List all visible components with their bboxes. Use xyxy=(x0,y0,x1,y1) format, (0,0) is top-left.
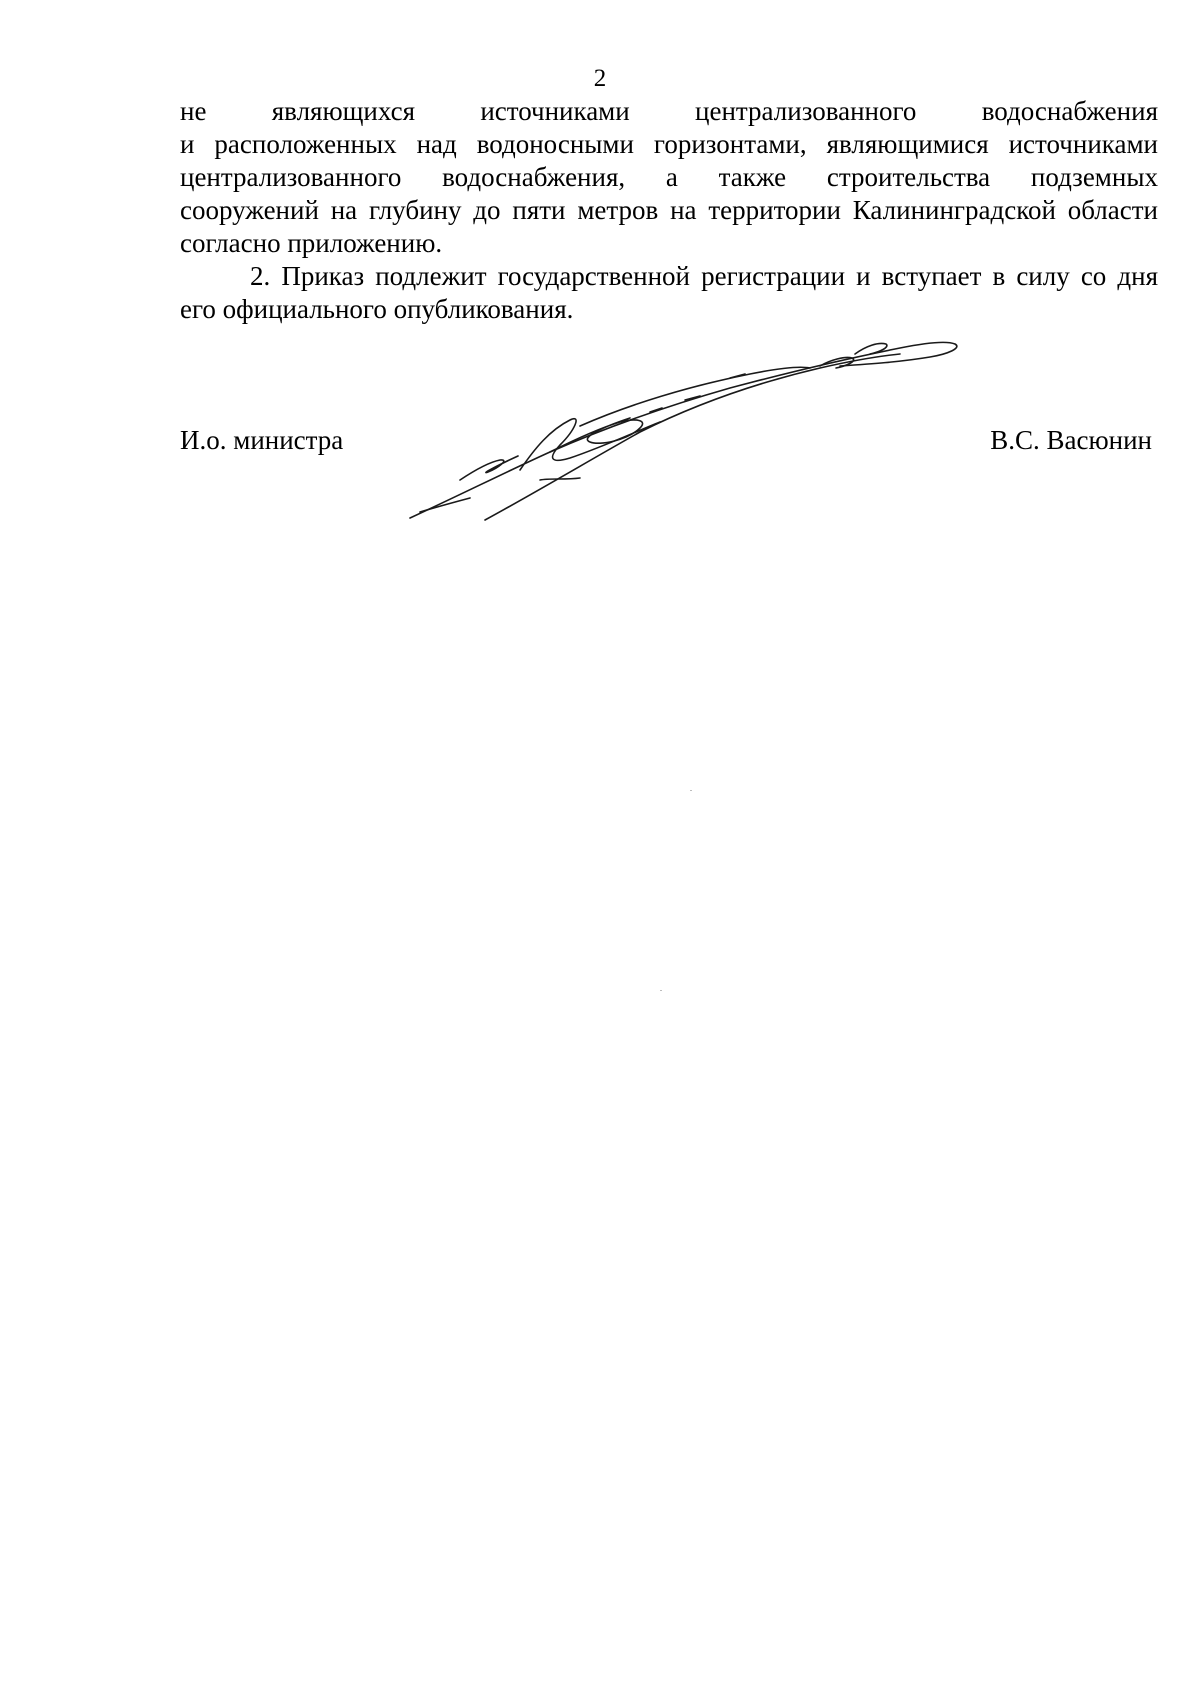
handwritten-signature xyxy=(400,330,970,530)
paragraph-2-line-1: 2. Приказ подлежит государственной регистрации и вступает в силу со дня xyxy=(250,261,1158,291)
paragraph-1-line-1: не являющихся источниками централизованного водоснабжения xyxy=(180,96,1158,126)
paragraph-2-line-2: его официального опубликования. xyxy=(180,294,574,324)
signatory-title: И.о. министра xyxy=(180,425,344,455)
paragraph-1-line-2: и расположенных над водоносными горизонтами, являющимися источниками xyxy=(180,129,1158,159)
page-number: 2 xyxy=(593,65,607,92)
paragraph-1-line-4: сооружений на глубину до пяти метров на территории Калининградской области xyxy=(180,195,1158,225)
scan-speck xyxy=(690,790,692,791)
signatory-name: В.С. Васюнин xyxy=(990,425,1152,455)
paragraph-1-line-5: согласно приложению. xyxy=(180,228,443,258)
scan-speck xyxy=(660,990,662,991)
paragraph-1 xyxy=(180,95,1158,260)
paragraph-1-line-3: централизованного водоснабжения, а также строительства подземных xyxy=(180,162,1158,192)
paragraph-2 xyxy=(180,260,1158,326)
